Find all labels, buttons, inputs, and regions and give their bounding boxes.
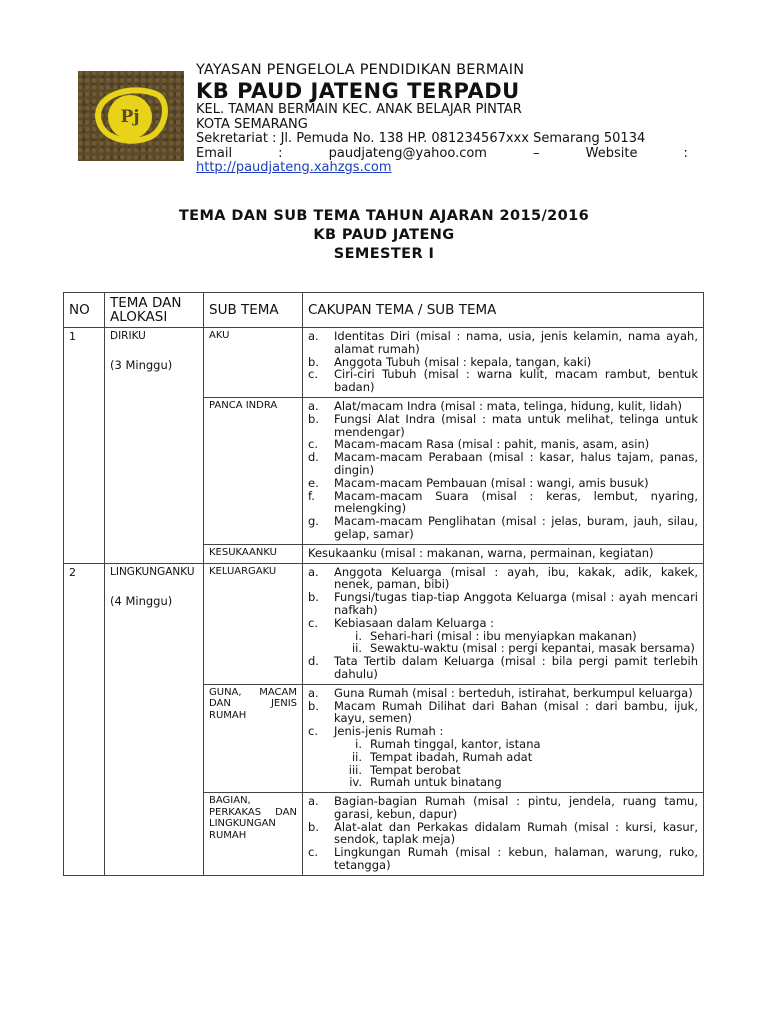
letterhead xyxy=(196,62,688,176)
logo-text: Pj xyxy=(120,107,140,127)
item-marker: a. xyxy=(308,564,319,579)
contact-line xyxy=(196,147,688,162)
sub-tema-cell: BAGIAN, PERKAKAS DAN LINGKUNGAN RUMAH xyxy=(204,793,303,876)
cakupan-cell xyxy=(303,328,704,398)
item-marker: a. xyxy=(308,398,319,413)
item-text: Jenis-jenis Rumah : xyxy=(334,724,444,739)
item-marker: a. xyxy=(308,329,319,343)
item-marker: g. xyxy=(308,514,319,529)
cakupan-item xyxy=(308,846,698,872)
subitem-text: Sewaktu-waktu (misal : pergi kepantai, masak bersama) xyxy=(370,641,695,656)
sub-tema-cell: GUNA, MACAM DAN JENIS RUMAH xyxy=(204,684,303,792)
email-address[interactable]: paudjateng@yahoo.com xyxy=(328,145,487,161)
item-text: Macam-macam Suara (misal : keras, lembut, nyaring, melengking) xyxy=(334,488,698,516)
item-text: Tata Tertib dalam Keluarga (misal : bila pergi pamit terlebih dahulu) xyxy=(334,654,698,681)
cakupan-list xyxy=(308,566,698,681)
cakupan-subitem xyxy=(308,764,698,777)
website-colon: : xyxy=(683,145,688,161)
cakupan-item xyxy=(308,368,698,394)
website-label: Website xyxy=(585,145,638,161)
website-link[interactable]: http://paudjateng.xahzgs.com xyxy=(196,160,392,175)
cakupan-item xyxy=(308,330,698,356)
row-number: 2 xyxy=(64,563,105,875)
item-marker: b. xyxy=(308,354,319,369)
cakupan-list xyxy=(308,330,698,394)
cakupan-item xyxy=(308,566,698,592)
item-marker: b. xyxy=(308,819,319,834)
item-marker: c. xyxy=(308,367,318,382)
item-text: Alat-alat dan Perkakas didalam Rumah (misal : kursi, kasur, sendok, taplak meja) xyxy=(334,819,698,847)
school-name: KB PAUD JATENG TERPADU xyxy=(196,79,520,103)
cakupan-subitem xyxy=(308,751,698,764)
subitem-marker: iii. xyxy=(348,762,362,777)
item-text: Bagian-bagian Rumah (misal : pintu, jendela, ruang tamu, garasi, kebun, dapur) xyxy=(334,794,698,821)
sub-tema-cell: PANCA INDRA xyxy=(204,397,303,544)
table-row xyxy=(64,328,704,398)
item-text: Guna Rumah (misal : berteduh, istirahat, berkumpul keluarga) xyxy=(334,685,693,700)
cakupan-cell xyxy=(303,563,704,684)
cakupan-item xyxy=(308,400,698,413)
header-no: NO xyxy=(64,293,105,328)
item-marker: a. xyxy=(308,685,319,700)
subitem-text: Tempat ibadah, Rumah adat xyxy=(370,749,533,764)
cakupan-item xyxy=(308,617,698,630)
sub-tema-cell: AKU xyxy=(204,328,303,398)
item-marker: c. xyxy=(308,437,318,452)
sub-tema-cell: KESUKAANKU xyxy=(204,544,303,563)
subitem-marker: iv. xyxy=(349,775,362,790)
header-tema: TEMA DAN ALOKASI xyxy=(105,293,204,328)
cakupan-cell xyxy=(303,793,704,876)
cakupan-item xyxy=(308,413,698,439)
cakupan-list xyxy=(308,795,698,872)
subitem-text: Rumah tinggal, kantor, istana xyxy=(370,736,541,751)
cakupan-text: Kesukaanku (misal : makanan, warna, permainan, kegiatan) xyxy=(308,545,654,560)
header-cakupan: CAKUPAN TEMA / SUB TEMA xyxy=(303,293,704,328)
tema-cell xyxy=(105,328,204,564)
cakupan-item xyxy=(308,700,698,726)
address-line-2: KOTA SEMARANG xyxy=(196,116,308,132)
item-marker: b. xyxy=(308,411,319,426)
item-text: Macam Rumah Dilihat dari Bahan (misal : dari bambu, ijuk, kayu, semen) xyxy=(334,698,698,726)
cakupan-item xyxy=(308,687,698,700)
cakupan-item xyxy=(308,795,698,821)
item-text: Macam-macam Perabaan (misal : kasar, halus tajam, panas, dingin) xyxy=(334,450,698,477)
item-text: Kebiasaan dalam Keluarga : xyxy=(334,615,495,630)
cakupan-list xyxy=(308,687,698,789)
item-text: Ciri-ciri Tubuh (misal : warna kulit, macam rambut, bentuk badan) xyxy=(334,367,698,395)
cakupan-subitem xyxy=(308,738,698,751)
email-label: Email xyxy=(196,145,233,161)
cakupan-list xyxy=(308,400,698,541)
title-line-3: SEMESTER I xyxy=(333,246,435,262)
item-text: Anggota Tubuh (misal : kepala, tangan, kaki) xyxy=(334,354,592,369)
item-marker: b. xyxy=(308,698,319,713)
cakupan-item xyxy=(308,477,698,490)
subitem-marker: i. xyxy=(355,628,362,643)
sub-tema-cell: KELUARGAKU xyxy=(204,563,303,684)
cakupan-cell xyxy=(303,397,704,544)
subitem-marker: i. xyxy=(355,736,362,751)
cakupan-item xyxy=(308,451,698,477)
contact-dash: – xyxy=(533,145,540,161)
document-title xyxy=(0,207,768,264)
table-row xyxy=(64,563,704,684)
item-text: Identitas Diri (misal : nama, usia, jenis kelamin, nama ayah, alamat rumah) xyxy=(334,329,698,356)
cakupan-item xyxy=(308,515,698,541)
tema-cell xyxy=(105,563,204,875)
item-marker: c. xyxy=(308,615,318,630)
item-text: Anggota Keluarga (misal : ayah, ibu, kakak, adik, kakek, nenek, paman, bibi) xyxy=(334,564,698,592)
item-text: Fungsi/tugas tiap-tiap Anggota Keluarga (misal : ayah mencari nafkah) xyxy=(334,590,698,617)
item-text: Alat/macam Indra (misal : mata, telinga, hidung, kulit, lidah) xyxy=(334,398,683,413)
theme-table xyxy=(63,292,704,876)
item-text: Lingkungan Rumah (misal : kebun, halaman, warung, ruko, tetangga) xyxy=(334,845,698,873)
cakupan-item xyxy=(308,591,698,617)
title-line-1: TEMA DAN SUB TEMA TAHUN AJARAN 2015/2016 xyxy=(178,208,590,224)
cakupan-item xyxy=(308,725,698,738)
tema-duration: (3 Minggu) xyxy=(110,358,173,372)
item-text: Macam-macam Rasa (misal : pahit, manis, asam, asin) xyxy=(334,437,650,452)
item-text: Macam-macam Penglihatan (misal : jelas, buram, jauh, silau, gelap, samar) xyxy=(334,514,698,541)
item-marker: e. xyxy=(308,475,319,490)
item-marker: a. xyxy=(308,794,319,809)
subitem-marker: ii. xyxy=(351,749,362,764)
school-logo xyxy=(78,71,184,161)
cakupan-cell xyxy=(303,544,704,563)
header-sub-tema: SUB TEMA xyxy=(204,293,303,328)
org-title: YAYASAN PENGELOLA PENDIDIKAN BERMAIN xyxy=(196,62,525,78)
address-line-1: KEL. TAMAN BERMAIN KEC. ANAK BELAJAR PINTAR xyxy=(196,102,522,117)
item-marker: c. xyxy=(308,845,318,860)
cakupan-item xyxy=(308,655,698,681)
subitem-marker: ii. xyxy=(351,641,362,656)
item-marker: d. xyxy=(308,450,319,465)
subitem-text: Rumah untuk binatang xyxy=(370,775,502,790)
item-text: Fungsi Alat Indra (misal : mata untuk melihat, telinga untuk mendengar) xyxy=(334,411,698,439)
tema-duration: (4 Minggu) xyxy=(110,593,173,608)
title-line-2: KB PAUD JATENG xyxy=(313,227,455,243)
tema-name: LINGKUNGANKU xyxy=(110,565,195,578)
item-marker: d. xyxy=(308,654,319,669)
cakupan-item xyxy=(308,490,698,516)
secretariat-line: Sekretariat : Jl. Pemuda No. 138 HP. 081234567xxx Semarang 50134 xyxy=(196,131,646,146)
table-header-row xyxy=(64,293,704,328)
subitem-text: Sehari-hari (misal : ibu menyiapkan makanan) xyxy=(370,628,637,643)
item-marker: c. xyxy=(308,724,318,739)
tema-name: DIRIKU xyxy=(110,330,146,342)
item-marker: f. xyxy=(308,488,315,503)
row-number: 1 xyxy=(64,328,105,564)
cakupan-cell xyxy=(303,684,704,792)
cakupan-item xyxy=(308,821,698,847)
cakupan-subitem xyxy=(308,776,698,789)
logo-emblem-icon xyxy=(78,71,184,161)
item-marker: b. xyxy=(308,590,319,605)
item-text: Macam-macam Pembauan (misal : wangi, amis busuk) xyxy=(334,475,649,490)
subitem-text: Tempat berobat xyxy=(370,762,461,777)
email-colon: : xyxy=(278,145,283,161)
